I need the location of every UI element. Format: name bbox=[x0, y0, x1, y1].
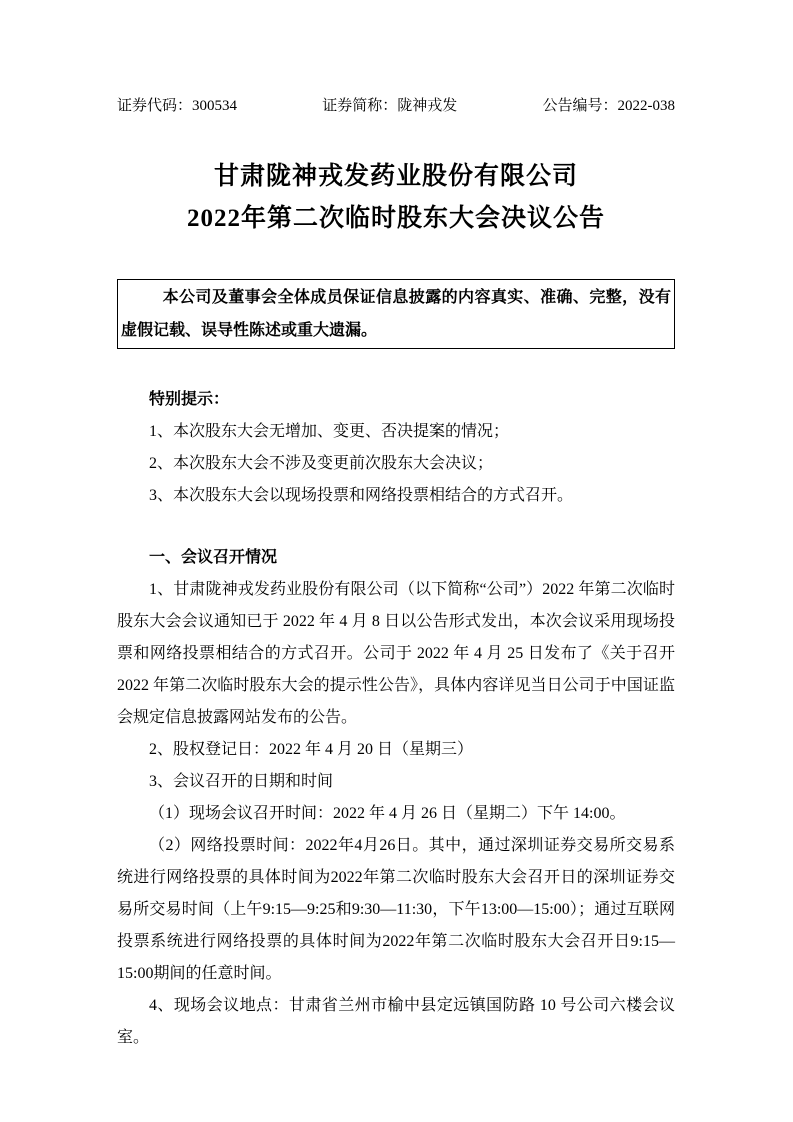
special-notice-item-3: 3、本次股东大会以现场投票和网络投票相结合的方式召开。 bbox=[149, 487, 574, 504]
paragraph-online-voting-time: （2）网络投票时间：2022年4月26日。其中，通过深圳证券交易所交易系统进行网络投票的具体时间为2022年第二次临时股东大会召开日的深圳证券交易所交易时间（上午9:15—9:25和9:30—11:30，下午13:00—15:00）；通过互联网投票系统进行网络投票的具体时间为2022年第二次临时股东大会召开日9:15—15:00期间的任意时间。 bbox=[117, 837, 675, 982]
paragraph-meeting-datetime: 3、会议召开的日期和时间 bbox=[149, 773, 334, 790]
title-line-2: 2022年第二次临时股东大会决议公告 bbox=[186, 205, 605, 232]
section-meeting-convening bbox=[117, 542, 675, 1054]
stock-name: 证券简称：陇神戎发 bbox=[322, 98, 458, 114]
stock-code: 证券代码：300534 bbox=[117, 98, 238, 114]
paragraph-meeting-location: 4、现场会议地点：甘肃省兰州市榆中县定远镇国防路 10 号公司六楼会议室。 bbox=[117, 997, 675, 1046]
special-notice-item-1: 1、本次股东大会无增加、变更、否决提案的情况； bbox=[149, 423, 510, 440]
special-notice-item-2: 2、本次股东大会不涉及变更前次股东大会决议； bbox=[149, 455, 494, 472]
document-header bbox=[117, 0, 675, 116]
title-line-1: 甘肃陇神戎发药业股份有限公司 bbox=[213, 163, 578, 190]
special-notice bbox=[117, 384, 675, 512]
document-title bbox=[117, 156, 675, 240]
special-notice-heading: 特别提示： bbox=[149, 391, 230, 408]
disclaimer-text: 本公司及董事会全体成员保证信息披露的内容真实、准确、完整，没有虚假记载、误导性陈述或重大遗漏。 bbox=[121, 289, 671, 339]
disclaimer-box bbox=[117, 279, 675, 349]
paragraph-onsite-time: （1）现场会议召开时间：2022 年 4 月 26 日（星期二）下午 14:00。 bbox=[149, 805, 626, 822]
announcement-number: 公告编号：2022-038 bbox=[542, 98, 675, 114]
paragraph-record-date: 2、股权登记日：2022 年 4 月 20 日（星期三） bbox=[149, 741, 474, 758]
document-content bbox=[117, 0, 675, 1054]
paragraph-meeting-notice: 1、甘肃陇神戎发药业股份有限公司（以下简称“公司”）2022 年第二次临时股东大会会议通知已于 2022 年 4 月 8 日以公告形式发出，本次会议采用现场投票和网络投票相结合的方式召开。公司于 2022 年 4 月 25 日发布了《关于召开 2022 年第二次临时股东大会的提示性公告》，具体内容详见当日公司于中国证监会规定信息披露网站发布的公告。 bbox=[117, 581, 675, 726]
section-heading: 一、会议召开情况 bbox=[149, 549, 278, 566]
